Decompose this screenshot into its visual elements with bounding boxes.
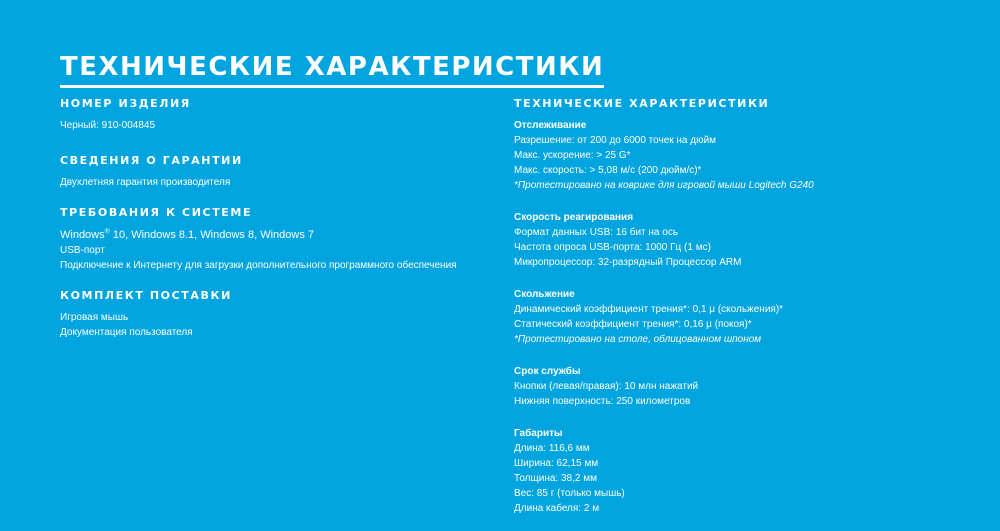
spec-line: Формат данных USB: 16 бит на ось: [514, 227, 679, 238]
footnote: *Протестировано на коврике для игровой мыши Logitech G240: [514, 180, 814, 191]
warranty-value: Двухлетняя гарантия производителя: [60, 177, 231, 188]
section-heading: ТРЕБОВАНИЯ К СИСТЕМЕ: [60, 206, 253, 219]
group-title: Скорость реагирования: [514, 212, 634, 223]
warranty-section: [60, 154, 480, 190]
section-heading: КОМПЛЕКТ ПОСТАВКИ: [60, 289, 232, 302]
tech-specs-heading: ТЕХНИЧЕСКИЕ ХАРАКТЕРИСТИКИ: [514, 97, 770, 110]
dimensions-group: [514, 426, 974, 516]
section-heading: СВЕДЕНИЯ О ГАРАНТИИ: [60, 154, 243, 167]
package-item: Документация пользователя: [60, 327, 193, 338]
footnote: *Протестировано на столе, облицованном шпоном: [514, 334, 762, 345]
spec-line: Макс. ускорение: > 25 G*: [514, 150, 631, 161]
part-number-section: [60, 97, 480, 133]
section-heading: НОМЕР ИЗДЕЛИЯ: [60, 97, 191, 110]
left-column: [60, 97, 480, 358]
group-title: Отслеживание: [514, 120, 587, 131]
package-section: [60, 289, 480, 340]
registered-mark: ®: [104, 228, 110, 236]
right-column: [514, 97, 974, 531]
spec-line: Макс. скорость: > 5,08 м/с (200 дюйм/с)*: [514, 165, 702, 176]
requirements-section: [60, 206, 480, 273]
page-title: ТЕХНИЧЕСКИЕ ХАРАКТЕРИСТИКИ: [60, 52, 604, 88]
os-prefix: Windows: [60, 229, 105, 241]
spec-line: Длина кабеля: 2 м: [514, 503, 600, 514]
spec-line: Статический коэффициент трения*: 0,16 μ (покоя)*: [514, 319, 752, 330]
part-number-value: Черный: 910-004845: [60, 120, 156, 131]
spec-line: Нижняя поверхность: 250 километров: [514, 396, 691, 407]
os-requirement: [60, 227, 480, 243]
responsiveness-group: [514, 210, 974, 270]
spec-line: Ширина: 62,15 мм: [514, 458, 599, 469]
spec-line: Микропроцессор: 32-разрядный Процессор ARM: [514, 257, 742, 268]
spec-line: Вес: 85 г (только мышь): [514, 488, 625, 499]
spec-line: Динамический коэффициент трения*: 0,1 μ (скольжения)*: [514, 304, 784, 315]
package-item: Игровая мышь: [60, 312, 129, 323]
spec-line: Кнопки (левая/правая): 10 млн нажатий: [514, 381, 699, 392]
requirement-item: Подключение к Интернету для загрузки дополнительного программного обеспечения: [60, 260, 457, 271]
spec-line: Частота опроса USB-порта: 1000 Гц (1 мс): [514, 242, 711, 253]
tracking-group: [514, 118, 974, 193]
group-title: Габариты: [514, 428, 563, 439]
spec-line: Толщина: 38,2 мм: [514, 473, 597, 484]
group-title: Скольжение: [514, 289, 575, 300]
os-versions: 10, Windows 8.1, Windows 8, Windows 7: [109, 229, 314, 241]
spec-line: Разрешение: от 200 до 6000 точек на дюйм: [514, 135, 717, 146]
group-title: Срок службы: [514, 366, 581, 377]
spec-line: Длина: 116,6 мм: [514, 443, 590, 454]
durability-group: [514, 364, 974, 409]
glide-group: [514, 287, 974, 347]
requirement-item: USB-порт: [60, 245, 105, 256]
